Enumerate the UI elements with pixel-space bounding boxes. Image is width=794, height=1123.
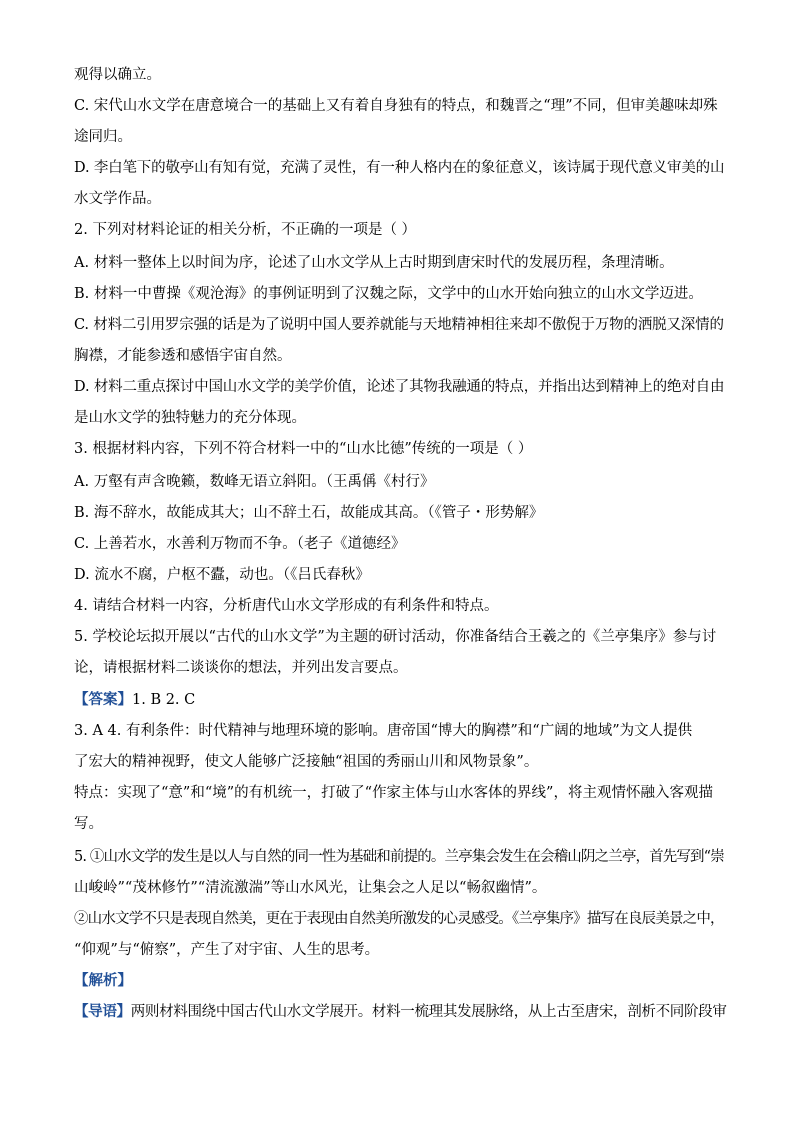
- text-line: 胸襟，才能参透和感悟宇宙自然。: [74, 348, 292, 364]
- answer-first: 1. B 2. C: [132, 692, 196, 708]
- answer-line: ②山水文学不只是表现自然美，更在于表现由自然美所激发的心灵感受。《兰亭集序》描写在良辰美景之中，: [74, 911, 724, 927]
- option-c: C. 上善若水，水善利万物而不争。（老子《道德经》: [74, 536, 406, 552]
- option-d: D. 流水不腐，户枢不蠹，动也。（《吕氏春秋》: [74, 567, 370, 583]
- answer-line: 3. A 4. 有利条件：时代精神与地理环境的影响。唐帝国“博大的胸襟”和“广阔的地域”为文人提供: [74, 723, 693, 739]
- text-line: 是山水文学的独特魅力的充分体现。: [74, 410, 306, 426]
- question-2: 2. 下列对材料论证的相关分析，不正确的一项是（ ）: [74, 222, 417, 238]
- answer-label: 【答案】: [74, 691, 132, 708]
- answer-line: 特点：实现了“意”和“境”的有机统一，打破了“作家主体与山水客体的界线”，将主观情怀融入客观描: [74, 785, 713, 801]
- text-line: 观得以确立。: [74, 67, 161, 83]
- text-line: 论，请根据材料二谈谈你的想法，并列出发言要点。: [74, 660, 408, 676]
- text-line: 途同归。: [74, 129, 132, 145]
- analysis-label: 【解析】: [74, 972, 132, 989]
- option-c: C. 宋代山水文学在唐意境合一的基础上又有着自身独有的特点，和魏晋之“理”不同，但审美趣味却殊: [74, 98, 718, 114]
- option-d: D. 李白笔下的敬亭山有知有觉，充满了灵性，有一种人格内在的象征意义，该诗属于现代意义审美的山: [74, 160, 725, 176]
- question-4: 4. 请结合材料一内容，分析唐代山水文学形成的有利条件和特点。: [74, 598, 499, 614]
- option-b: B. 材料一中曹操《观沧海》的事例证明到了汉魏之际，文学中的山水开始向独立的山水文学迈进。: [74, 286, 703, 302]
- option-a: A. 材料一整体上以时间为序，论述了山水文学从上古时期到唐宋时代的发展历程，条理清晰。: [74, 255, 674, 271]
- answer-line: 写。: [74, 816, 103, 832]
- answer-heading: [74, 690, 195, 710]
- question-3: 3. 根据材料内容，下列不符合材料一中的“山水比德”传统的一项是（ ）: [74, 441, 533, 457]
- question-5: 5. 学校论坛拟开展以“古代的山水文学”为主题的研讨活动，你准备结合王羲之的《兰亭集序》参与讨: [74, 629, 717, 645]
- text-line: 水文学作品。: [74, 191, 161, 207]
- option-a: A. 万壑有声含晚籁，数峰无语立斜阳。（王禹偁《村行》: [74, 474, 435, 490]
- option-d: D. 材料二重点探讨中国山水文学的美学价值，论述了其物我融通的特点，并指出达到精神上的绝对自由: [74, 379, 725, 395]
- answer-line: 5. ①山水文学的发生是以人与自然的同一性为基础和前提的。兰亭集会发生在会稽山阴之兰亭，首先写到“崇: [74, 849, 724, 865]
- guide-label: 【导语】: [74, 1003, 131, 1020]
- option-b: B. 海不辞水，故能成其大；山不辞土石，故能成其高。（《管子・形势解》: [74, 505, 544, 521]
- answer-line: “仰观”与“俯察”，产生了对宇宙、人生的思考。: [74, 942, 380, 958]
- answer-line: 山峻岭”“茂林修竹”“清流激湍”等山水风光，让集会之人足以“畅叙幽情”。: [74, 880, 547, 896]
- answer-line: 了宏大的精神视野，使文人能够广泛接触“祖国的秀丽山川和风物景象”。: [74, 754, 539, 770]
- analysis-heading: [74, 971, 132, 991]
- guide-line: [74, 1002, 727, 1022]
- option-c: C. 材料二引用罗宗强的话是为了说明中国人要养就能与天地精神相往来却不傲倪于万物的洒脱又深情的: [74, 317, 724, 333]
- guide-text: 两则材料围绕中国古代山水文学展开。材料一梳理其发展脉络，从上古至唐宋，剖析不同阶段审: [130, 1004, 727, 1020]
